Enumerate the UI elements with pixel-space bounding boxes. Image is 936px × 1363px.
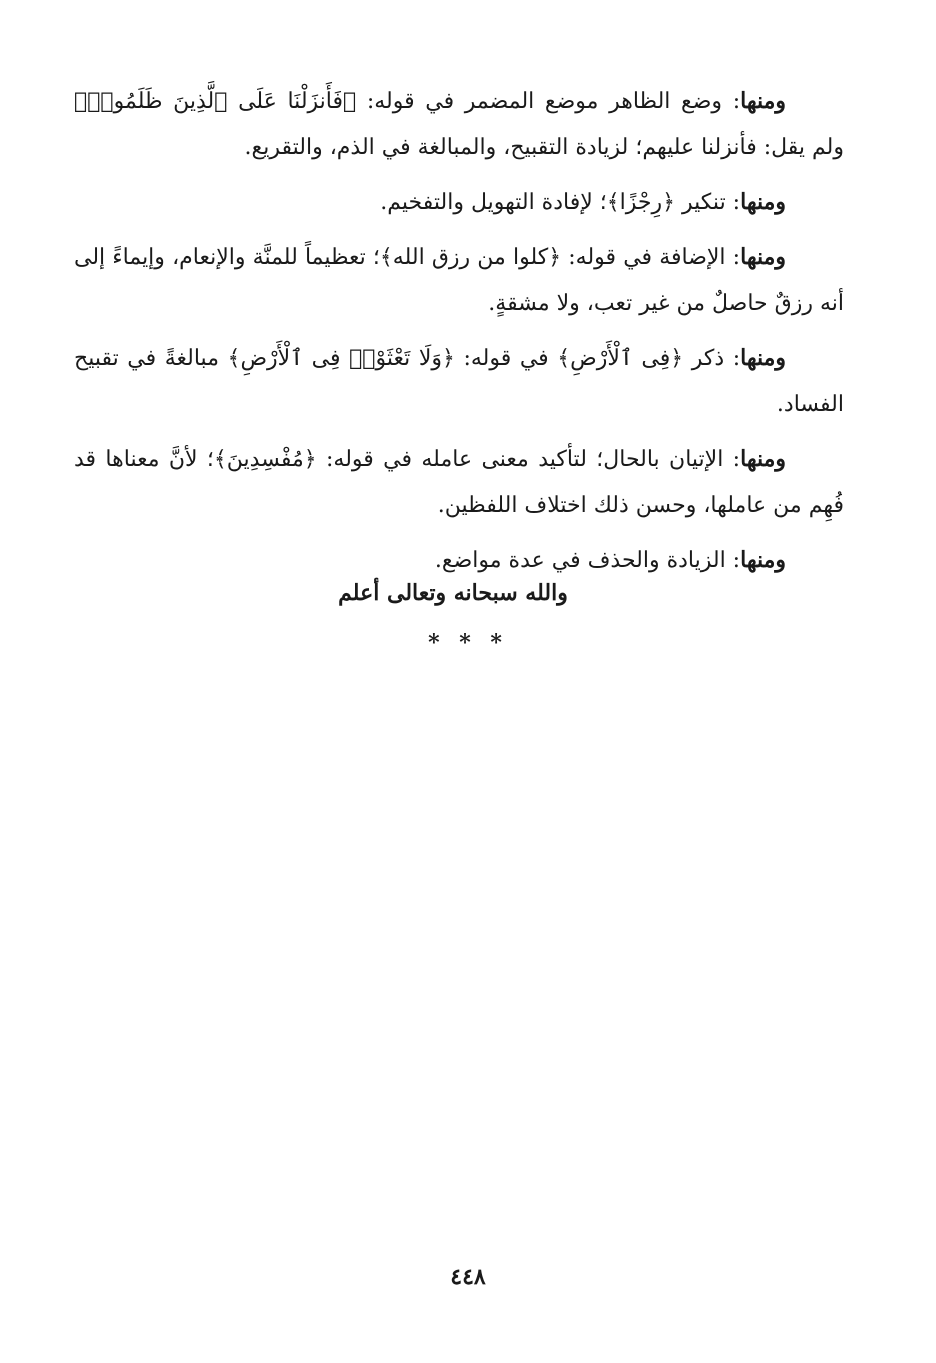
paragraph-lead: ومنها [740, 446, 786, 472]
paragraph-text: : وضع الظاهر موضع المضمر في قوله: ﴿فَأَنزَلْنَا عَلَى ٱلَّذِينَ ظَلَمُوا۟﴾ ولم يقل: فأنزلنا عليهم؛ لزيادة التقبيح، والمبالغة في الذم، والتقريع. [74, 89, 844, 160]
paragraph [74, 335, 844, 428]
paragraph-text: : تنكير ﴿رِجْزًا﴾؛ لإفادة التهويل والتفخيم. [380, 190, 741, 215]
paragraph-text: : الزيادة والحذف في عدة مواضع. [434, 548, 741, 573]
body-text [74, 78, 844, 592]
paragraph-text: : الإتيان بالحال؛ لتأكيد معنى عامله في قوله: ﴿مُفْسِدِينَ﴾؛ لأنَّ معناها قد فُهِم من عاملها، وحسن ذلك اختلاف اللفظين. [74, 447, 844, 518]
paragraph-lead: ومنها [740, 547, 786, 573]
paragraph-lead: ومنها [740, 244, 786, 270]
paragraph-text: : الإضافة في قوله: ﴿كلوا من رزق الله﴾؛ تعظيماً للمنَّة والإنعام، وإيماءً إلى أنه رزقٌ حاصلٌ من غير تعب، ولا مشقةٍ. [74, 245, 844, 316]
paragraph-lead: ومنها [740, 345, 786, 371]
page-number: ٤٤٨ [450, 1264, 486, 1290]
paragraph [74, 436, 844, 529]
paragraph [74, 537, 844, 584]
paragraph-lead: ومنها [740, 189, 786, 215]
paragraph [74, 78, 844, 171]
paragraph [74, 179, 844, 226]
section-separator: * * * [428, 630, 508, 656]
paragraph [74, 234, 844, 327]
paragraph-text: : ذكر ﴿فِى ٱلْأَرْضِ﴾ في قوله: ﴿وَلَا تَعْثَوْا۟ فِى ٱلْأَرْضِ﴾ مبالغةً في تقبيح الفساد. [74, 346, 844, 417]
paragraph-lead: ومنها [740, 88, 786, 114]
closing-line: والله سبحانه وتعالى أعلم [338, 580, 568, 606]
